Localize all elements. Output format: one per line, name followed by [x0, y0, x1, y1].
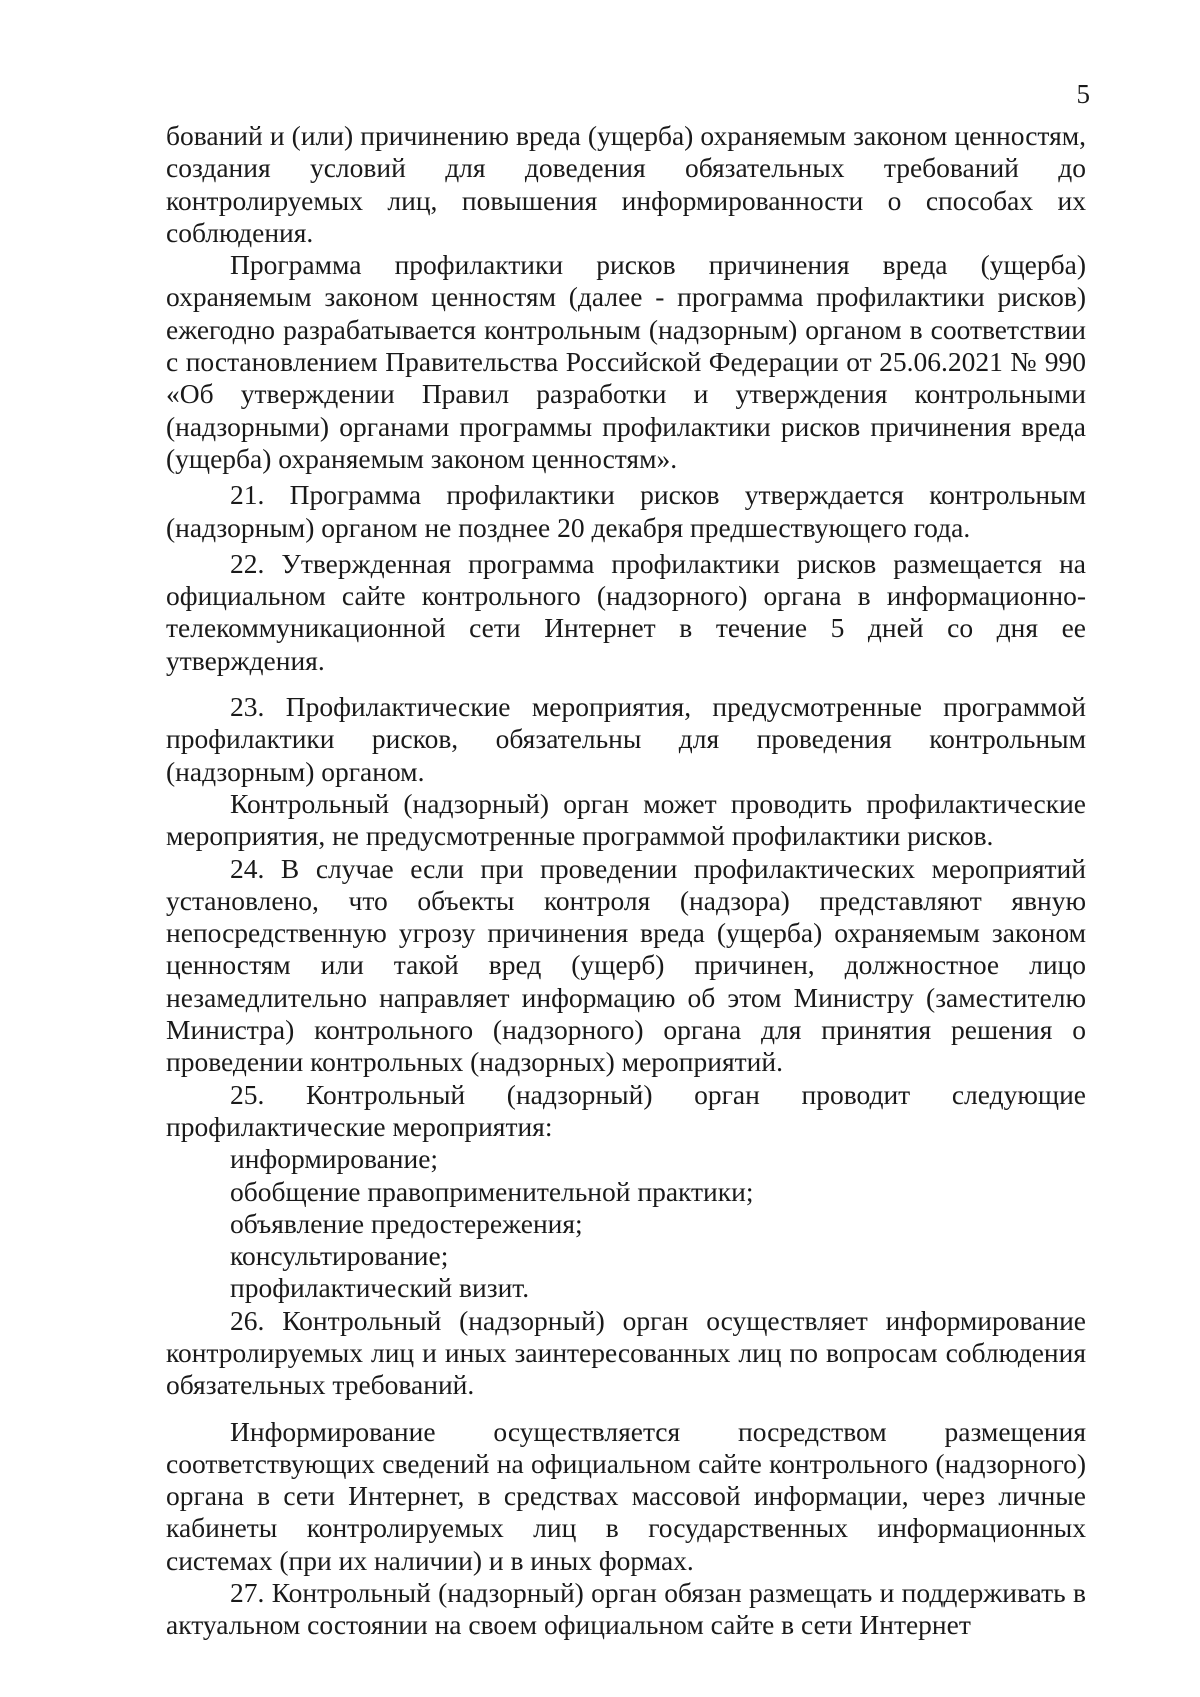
paragraph-p3: 21. Программа профилактики рисков утверждается контрольным (надзорным) органом не позднее 20 декабря предшествующего года.: [166, 479, 1086, 543]
list-item: обобщение правоприменительной практики;: [230, 1175, 754, 1207]
paragraph-p2: Программа профилактики рисков причинения вреда (ущерба) охраняемым законом ценностям (далее - программа профилактики рисков) ежегодно разрабатывается контрольным (надзорным) органом в соответствии с постановлением Правительства Российской Федерации от 25.06.2021 № 990 «Об утверждении Правил разработки и утверждения контрольными (надзорными) органами программы профилактики рисков причинения вреда (ущерба) охраняемым законом ценностям».: [166, 249, 1086, 474]
paragraph-p4: 22. Утвержденная программа профилактики рисков размещается на официальном сайте контрольного (надзорного) органа в информационно-телекоммуникационной сети Интернет в течение 5 дней со дня ее утверждения.: [166, 547, 1086, 676]
document-body: [166, 120, 1086, 1642]
paragraphs-before-list: [166, 120, 1086, 1143]
list-item: информирование;: [230, 1143, 439, 1175]
paragraph-p10: Информирование осуществляется посредством размещения соответствующих сведений на официальном сайте контрольного (надзорного) органа в сети Интернет, в средствах массовой информации, через личные кабинеты контролируемых лиц в государственных информационных системах (при их наличии) и в иных формах.: [166, 1415, 1086, 1576]
paragraph-p11: 27. Контрольный (надзорный) орган обязан размещать и поддерживать в актуальном состоянии на своем официальном сайте в сети Интернет: [166, 1577, 1086, 1641]
page-number: 5: [1076, 79, 1090, 109]
paragraph-p8: 25. Контрольный (надзорный) орган проводит следующие профилактические мероприятия:: [166, 1078, 1086, 1142]
paragraph-p1: бований и (или) причинению вреда (ущерба) охраняемым законом ценностям, создания условий для доведения обязательных требований до контролируемых лиц, повышения информированности о способах их соблюдения.: [166, 120, 1086, 248]
paragraph-p7: 24. В случае если при проведении профилактических мероприятий установлено, что объекты контроля (надзора) представляют явную непосредственную угрозу причинения вреда (ущерба) охраняемым законом ценностям или такой вред (ущерб) причинен, должностное лицо незамедлительно направляет информацию об этом Министру (заместителю Министра) контрольного (надзорного) органа для принятия решения о проведении контрольных (надзорных) мероприятий.: [166, 852, 1086, 1078]
paragraph-p5: 23. Профилактические мероприятия, предусмотренные программой профилактики рисков, обязательны для проведения контрольным (надзорным) органом.: [166, 691, 1086, 787]
list-item: профилактический визит.: [230, 1272, 530, 1304]
paragraphs-after-list: [166, 1305, 1086, 1642]
list-item: объявление предостережения;: [230, 1207, 583, 1239]
list-item: консультирование;: [230, 1240, 449, 1272]
paragraph-p9: 26. Контрольный (надзорный) орган осуществляет информирование контролируемых лиц и иных заинтересованных лиц по вопросам соблюдения обязательных требований.: [166, 1304, 1086, 1401]
measures-list: [166, 1143, 1086, 1304]
paragraph-p6: Контрольный (надзорный) орган может проводить профилактические мероприятия, не предусмотренные программой профилактики рисков.: [166, 787, 1086, 852]
